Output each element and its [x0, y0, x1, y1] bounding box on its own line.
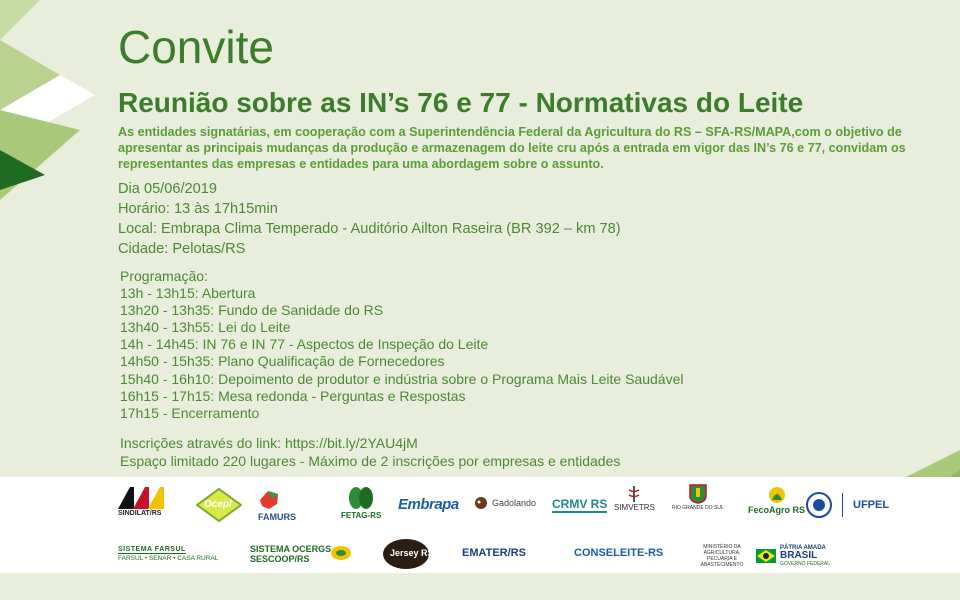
fecoagro-sun-icon: [766, 486, 788, 504]
logo-fetag: FETAG-RS: [341, 486, 381, 520]
brasil-wordmark: PÁTRIA AMADA BRASIL GOVERNO FEDERAL: [780, 545, 831, 567]
program-item: 13h40 - 13h55: Lei do Leite: [120, 319, 291, 336]
logo-gadolando: Gadolando: [474, 496, 536, 510]
registration-info: [120, 434, 620, 470]
program-item: 15h40 - 16h10: Depoimento de produtor e indústria sobre o Programa Mais Leite Saudável: [120, 370, 684, 387]
logo-governo-rs: RIO GRANDE DO SUL: [672, 484, 724, 511]
logo-jersey: Jersey RS: [382, 538, 430, 570]
logo-embrapa: Embrapa: [398, 496, 459, 513]
ocergs-shape-icon: [330, 545, 352, 561]
logo-conseleite: CONSELEITE-RS: [574, 547, 664, 559]
logo-farsul: SISTEMA FARSUL FARSUL • SENAR • CASA RURAL: [118, 546, 219, 562]
program-list: [120, 268, 683, 422]
fetag-leaf-icon: [347, 486, 375, 510]
program-item: 14h50 - 15h35: Plano Qualificação de Fornecedores: [120, 353, 445, 370]
event-location: Local: Embrapa Clima Temperado - Auditório Ailton Raseira (BR 392 – km 78): [118, 221, 621, 237]
logo-sindilat: SINDILAT/RS: [118, 487, 164, 517]
brazil-flag-icon: [756, 549, 776, 563]
program-heading: Programação:: [120, 268, 208, 284]
logo-mapa: MINISTÉRIO DA AGRICULTURA, PECUÁRIA E ABASTECIMENTO: [700, 544, 744, 568]
bottom-band: [0, 573, 960, 600]
cow-icon: [474, 496, 488, 510]
intro-paragraph: As entidades signatárias, em cooperação com a Superintendência Federal da Agricultura do RS – SFA-RS/MAPA,com o objetivo de apresentar as principais mudanças da produção e armazenagem do leite cru após a entrada em vigor das IN’s 76 e 77, convidam os representantes das empresas e entidades para uma abordagem sobre o assunto.: [118, 125, 906, 171]
event-time: Horário: 13 às 17h15min: [118, 201, 278, 217]
logo-famurs: FAMURS: [258, 490, 280, 510]
page-title: Convite: [118, 21, 274, 73]
famurs-map-icon: [258, 490, 280, 510]
logo-emater: EMATER/RS: [462, 547, 526, 559]
page-subtitle: Reunião sobre as IN’s 76 e 77 - Normativas do Leite: [118, 87, 804, 118]
logo-crmv: CRMV RS: [552, 497, 608, 511]
logo-brasil: [756, 544, 830, 568]
event-date: Dia 05/06/2019: [118, 181, 217, 197]
logo-ocepl: Ocepl: [196, 488, 242, 522]
logo-simvetrs: SIMVETRS: [614, 486, 655, 512]
program-item: 13h20 - 13h35: Fundo de Sanidade do RS: [120, 302, 384, 319]
caduceus-icon: [627, 486, 641, 502]
event-city: Cidade: Pelotas/RS: [118, 241, 246, 257]
program-item: 16h15 - 17h15: Mesa redonda - Perguntas e Respostas: [120, 387, 466, 404]
rs-coat-of-arms-icon: [689, 484, 707, 504]
event-details: [118, 179, 621, 259]
logo-fecoagro: FecoAgro RS: [748, 486, 805, 515]
ufpel-seal-icon: [806, 492, 832, 518]
logo-ocergs: SISTEMA OCERGS SESCOOP/RS: [250, 544, 332, 564]
sindilat-mark-icon: [118, 487, 164, 509]
registration-link: Inscrições através do link: https://bit.ly/2YAU4jM: [120, 435, 418, 451]
registration-limit: Espaço limitado 220 lugares - Máximo de 2 inscrições por empresas e entidades: [120, 453, 621, 469]
program-item: 17h15 - Encerramento: [120, 404, 260, 421]
logo-ufpel: UFPEL: [806, 492, 889, 518]
program-item: 14h - 14h45: IN 76 e IN 77 - Aspectos de Inspeção do Leite: [120, 336, 489, 353]
ufpel-divider: [842, 493, 843, 517]
program-item: 13h - 13h15: Abertura: [120, 285, 256, 302]
